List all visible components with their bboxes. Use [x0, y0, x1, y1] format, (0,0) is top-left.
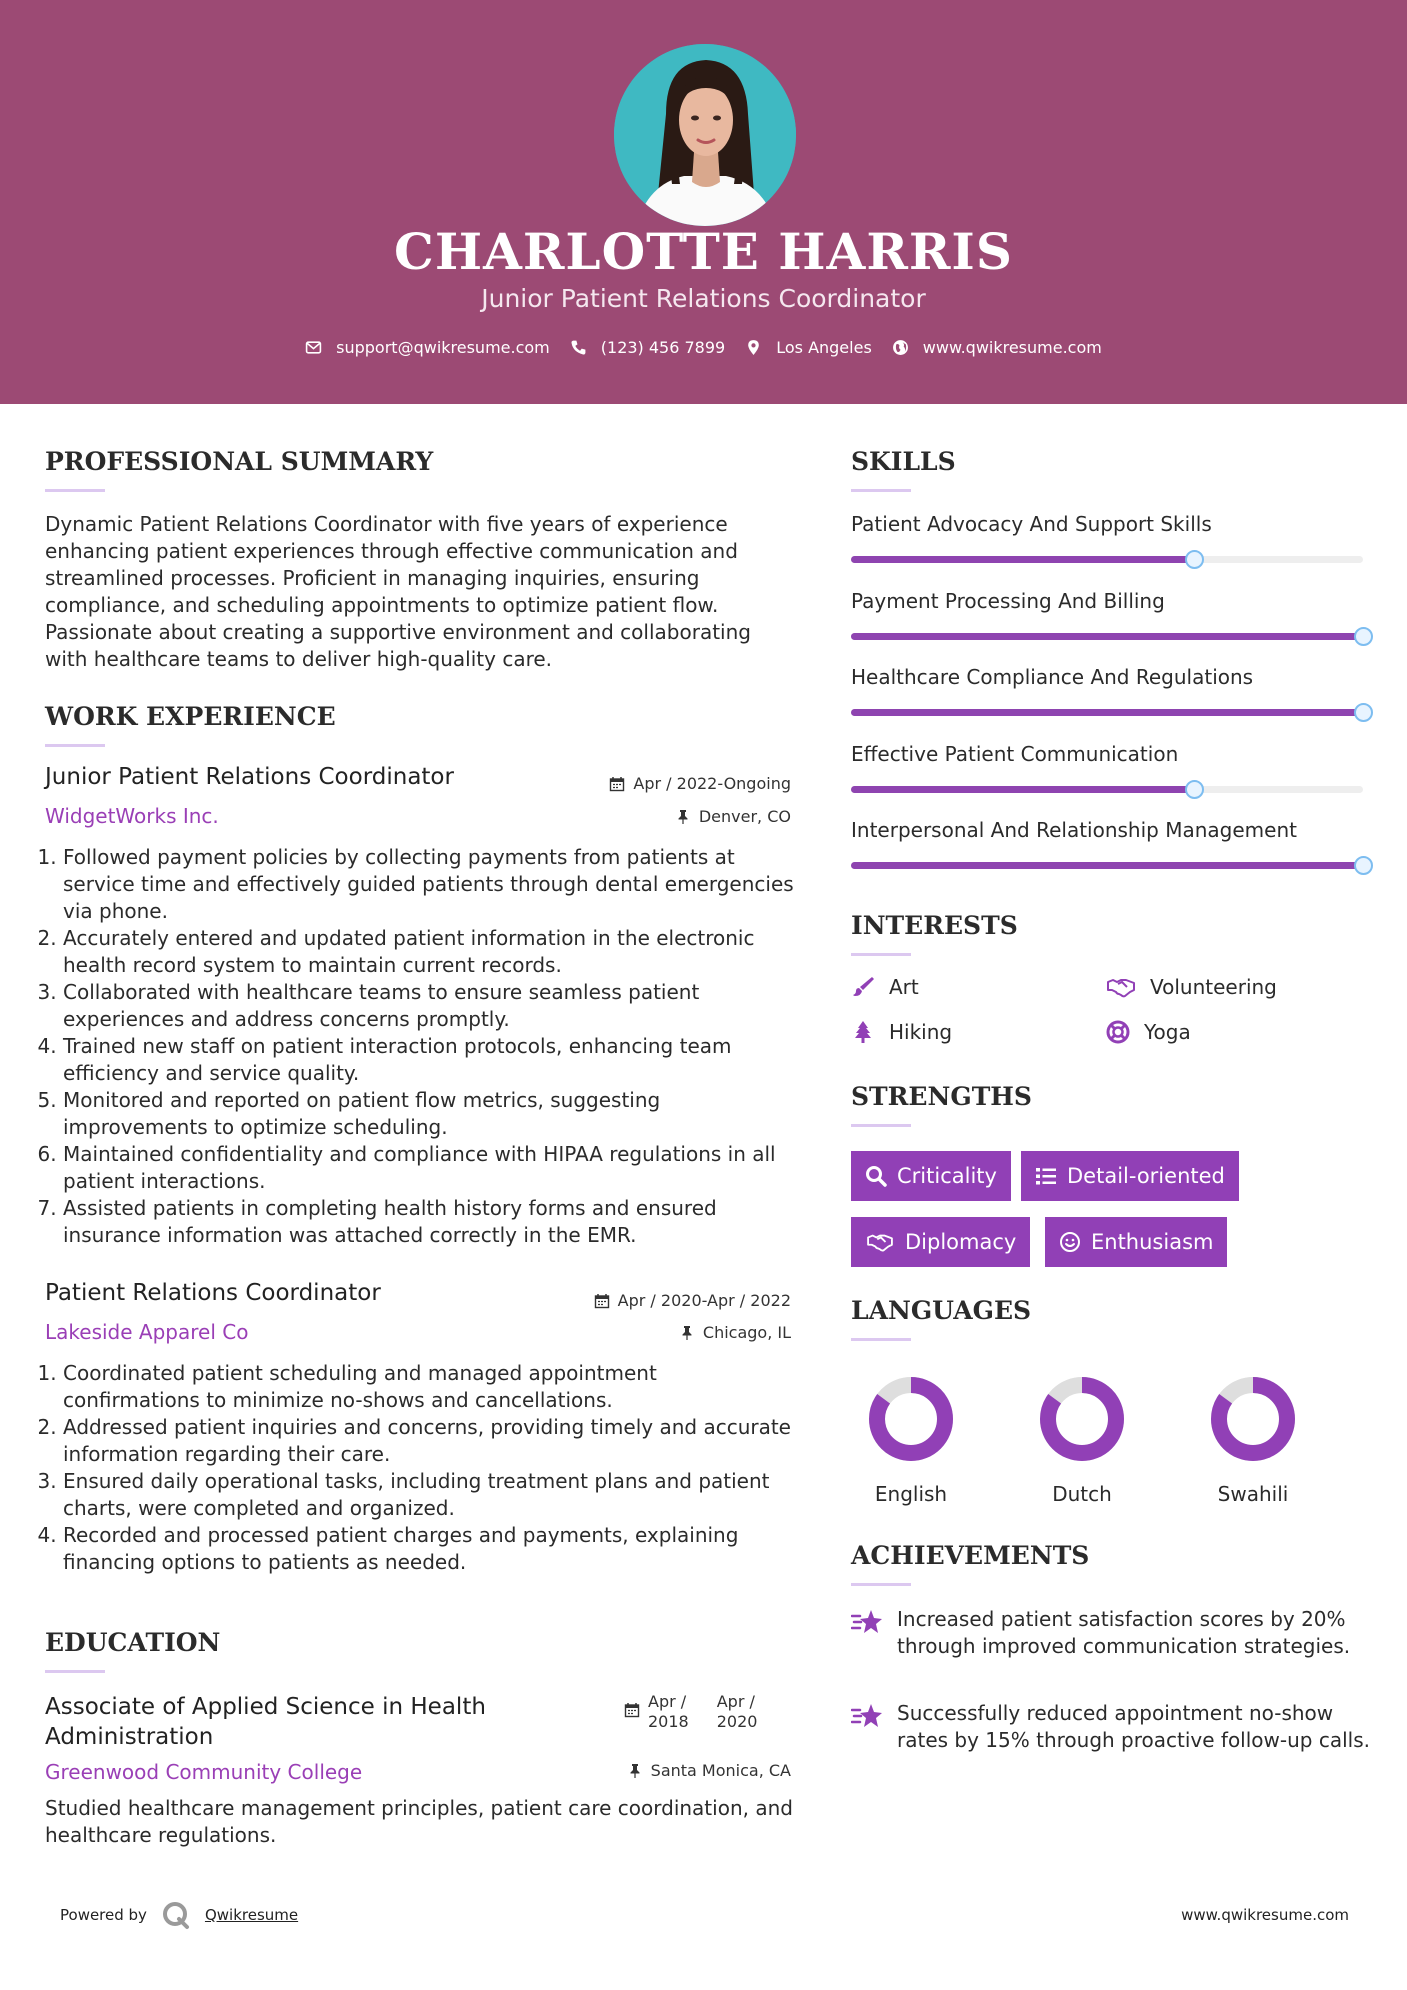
pushpin-icon: [675, 809, 691, 825]
brand-link[interactable]: Qwikresume: [204, 1906, 299, 1924]
interest-hiking: [851, 1020, 952, 1044]
smile-icon: [1059, 1231, 1081, 1253]
contact-email[interactable]: [305, 338, 550, 357]
degree-title: [45, 1692, 486, 1752]
skill-name: Patient Advocacy And Support Skills: [851, 512, 1212, 536]
calendar-icon: [594, 1293, 610, 1309]
strengths-rule: [851, 1124, 911, 1127]
job-title: Junior Patient Relations Coordinator: [45, 764, 454, 790]
degree-line: Associate of Applied Science in Health: [45, 1694, 486, 1720]
languages-heading: LANGUAGES: [851, 1296, 1032, 1325]
footer-website[interactable]: www.qwikresume.com: [1181, 1906, 1349, 1924]
list-item: 5. Monitored and reported on patient flow metrics, suggesting improvements to optimize scheduling.: [63, 1087, 795, 1141]
candidate-role: Junior Patient Relations Coordinator: [481, 284, 926, 313]
skill-level-track: [851, 633, 1363, 640]
experience-rule: [45, 744, 105, 747]
summary-heading: PROFESSIONAL SUMMARY: [45, 447, 434, 476]
job-dates: [609, 774, 791, 793]
handshake-icon: [1106, 975, 1136, 999]
education-start-line: 2018: [648, 1712, 689, 1731]
skill-level-fill: [851, 786, 1194, 793]
paintbrush-icon: [851, 975, 875, 999]
skill-level-fill: [851, 633, 1363, 640]
contact-website-text: www.qwikresume.com: [922, 338, 1102, 357]
job-location-text: Chicago, IL: [702, 1323, 791, 1342]
contact-phone-text: (123) 456 7899: [600, 338, 726, 357]
language-name: Swahili: [1217, 1482, 1289, 1506]
skill-level-fill: [851, 556, 1194, 563]
school-name: Greenwood Community College: [45, 1760, 363, 1784]
achievement-item: [851, 1700, 1371, 1754]
interest-label: Hiking: [889, 1020, 953, 1044]
company-name: WidgetWorks Inc.: [45, 804, 219, 828]
strength-label: Enthusiasm: [1091, 1230, 1214, 1254]
lifebuoy-icon: [1106, 1020, 1130, 1044]
skill-level-knob: [1354, 856, 1373, 875]
education-end-line: 2020: [716, 1712, 758, 1731]
company-name: Lakeside Apparel Co: [45, 1320, 249, 1344]
strength-label: Detail-oriented: [1067, 1164, 1225, 1188]
language-item: [1198, 1374, 1308, 1506]
skill-level-track: [851, 556, 1363, 563]
interests-rule: [851, 953, 911, 956]
education-start-line: Apr /: [648, 1692, 687, 1711]
education-dates: [624, 1692, 757, 1732]
skills-heading: SKILLS: [851, 447, 956, 476]
job-duties: [45, 1360, 795, 1576]
education-description: Studied healthcare management principles, patient care coordination, and healthcare regulations.: [45, 1796, 793, 1847]
language-name: English: [874, 1482, 948, 1506]
education-location-text: Santa Monica, CA: [650, 1761, 791, 1780]
phone-icon: [570, 339, 587, 356]
list-item: 4. Trained new staff on patient interaction protocols, enhancing team efficiency and service quality.: [63, 1033, 795, 1087]
pushpin-icon: [679, 1325, 695, 1341]
skill-level-knob: [1185, 550, 1204, 569]
language-item: [1027, 1374, 1137, 1506]
summary-text: Dynamic Patient Relations Coordinator with five years of experience enhancing patient experiences through effective communication and streamlined processes. Proficient in managing inquiries, ensuring compliance, and scheduling appointments to optimize patient flow. Passionate about creating a supportive environment and collaborating with healthcare teams to deliver high-quality care.: [45, 512, 751, 671]
education-rule: [45, 1670, 105, 1673]
list-item: 2. Accurately entered and updated patient information in the electronic health record system to maintain current records.: [63, 925, 795, 979]
list-item: 3. Collaborated with healthcare teams to ensure seamless patient experiences and address concerns promptly.: [63, 979, 795, 1033]
pushpin-icon: [627, 1763, 643, 1779]
strength-label: Criticality: [897, 1164, 997, 1188]
experience-heading: WORK EXPERIENCE: [45, 702, 336, 731]
achievement-text: Increased patient satisfaction scores by 20% through improved communication strategies.: [897, 1607, 1351, 1658]
portrait-illustration: [614, 44, 796, 226]
skill-name: Payment Processing And Billing: [851, 588, 1165, 613]
interest-label: Volunteering: [1150, 975, 1277, 999]
interests-heading: INTERESTS: [851, 911, 1018, 940]
interest-label: Yoga: [1144, 1020, 1191, 1044]
skill-name: Healthcare Compliance And Regulations: [851, 665, 1254, 689]
list-item: 7. Assisted patients in completing health history forms and ensured insurance information was attached correctly in the EMR.: [63, 1195, 795, 1249]
strength-tag: [851, 1217, 1030, 1267]
interest-label: Art: [889, 975, 919, 999]
qwikresume-logo-icon: [161, 1900, 191, 1930]
achievements-rule: [851, 1583, 911, 1586]
skills-rule: [851, 489, 911, 492]
strengths-heading: STRENGTHS: [851, 1082, 1032, 1111]
strength-tag: [851, 1151, 1011, 1201]
education-end-line: Apr /: [716, 1692, 755, 1711]
job-dates: [594, 1291, 791, 1310]
language-name: Dutch: [1052, 1482, 1112, 1506]
job-location: [675, 807, 791, 826]
handshake-icon: [865, 1231, 895, 1253]
skill-name: Interpersonal And Relationship Management: [851, 818, 1297, 842]
education-location: [627, 1761, 791, 1780]
strength-tag: [1045, 1217, 1227, 1267]
footer-branding: [60, 1900, 298, 1930]
search-icon: [865, 1165, 887, 1187]
list-item: 6. Maintained confidentiality and compliance with HIPAA regulations in all patient interactions.: [63, 1141, 795, 1195]
profile-photo: [614, 44, 796, 226]
contact-location: [745, 338, 872, 357]
strength-tag: [1021, 1151, 1239, 1201]
language-level-donut: [866, 1374, 956, 1464]
strength-label: Diplomacy: [905, 1230, 1017, 1254]
skill-level-fill: [851, 862, 1363, 869]
job-location: [679, 1323, 791, 1342]
map-pin-icon: [745, 339, 762, 356]
shooting-star-icon: [851, 1607, 883, 1637]
contact-bar: [0, 338, 1407, 357]
achievement-item: [851, 1606, 1371, 1660]
list-item: 4. Recorded and processed patient charges and payments, explaining financing options to patients as needed.: [63, 1522, 795, 1576]
interest-art: [851, 975, 919, 999]
job-location-text: Denver, CO: [698, 807, 791, 826]
list-icon: [1035, 1165, 1057, 1187]
tree-icon: [851, 1020, 875, 1044]
job-dates-text: Apr / 2022-Ongoing: [633, 774, 791, 793]
skill-level-track: [851, 786, 1363, 793]
education-end: [717, 1692, 758, 1732]
degree-line: Administration: [45, 1724, 214, 1750]
envelope-icon: [305, 339, 322, 356]
skill-level-fill: [851, 709, 1363, 716]
calendar-icon: [624, 1702, 640, 1718]
interest-volunteering: [1106, 975, 1277, 999]
skill-level-knob: [1354, 703, 1373, 722]
candidate-name: CHARLOTTE HARRIS: [394, 222, 1013, 281]
shooting-star-icon: [851, 1701, 883, 1731]
language-level-donut: [1037, 1374, 1127, 1464]
list-item: 3. Ensured daily operational tasks, including treatment plans and patient charts, were completed and organized.: [63, 1468, 795, 1522]
list-item: 2. Addressed patient inquiries and concerns, providing timely and accurate information regarding their care.: [63, 1414, 795, 1468]
globe-icon: [892, 339, 909, 356]
skill-level-track: [851, 862, 1363, 869]
skill-level-knob: [1354, 627, 1373, 646]
education-start: [648, 1692, 689, 1732]
job-title: Patient Relations Coordinator: [45, 1280, 381, 1306]
list-item: 1. Coordinated patient scheduling and managed appointment confirmations to minimize no-shows and cancellations.: [63, 1360, 795, 1414]
list-item: 1. Followed payment policies by collecting payments from patients at service time and effectively guided patients through dental emergencies via phone.: [63, 844, 795, 925]
language-level-donut: [1208, 1374, 1298, 1464]
calendar-icon: [609, 776, 625, 792]
languages-rule: [851, 1338, 911, 1341]
education-heading: EDUCATION: [45, 1628, 221, 1657]
contact-location-text: Los Angeles: [776, 338, 872, 357]
contact-phone[interactable]: [570, 338, 725, 357]
language-item: [856, 1374, 966, 1506]
job-duties: [45, 844, 795, 1249]
summary-rule: [45, 489, 105, 492]
achievement-text: Successfully reduced appointment no-show rates by 15% through proactive follow-up calls.: [897, 1701, 1370, 1752]
contact-email-text: support@qwikresume.com: [336, 338, 550, 357]
powered-by-label: Powered by: [60, 1906, 147, 1924]
interest-yoga: [1106, 1020, 1191, 1044]
skill-name: Effective Patient Communication: [851, 741, 1179, 766]
resume-header: [0, 0, 1407, 404]
contact-website[interactable]: [892, 338, 1102, 357]
job-dates-text: Apr / 2020-Apr / 2022: [617, 1291, 791, 1310]
achievements-heading: ACHIEVEMENTS: [851, 1541, 1090, 1570]
skill-level-track: [851, 709, 1363, 716]
skill-level-knob: [1185, 780, 1204, 799]
